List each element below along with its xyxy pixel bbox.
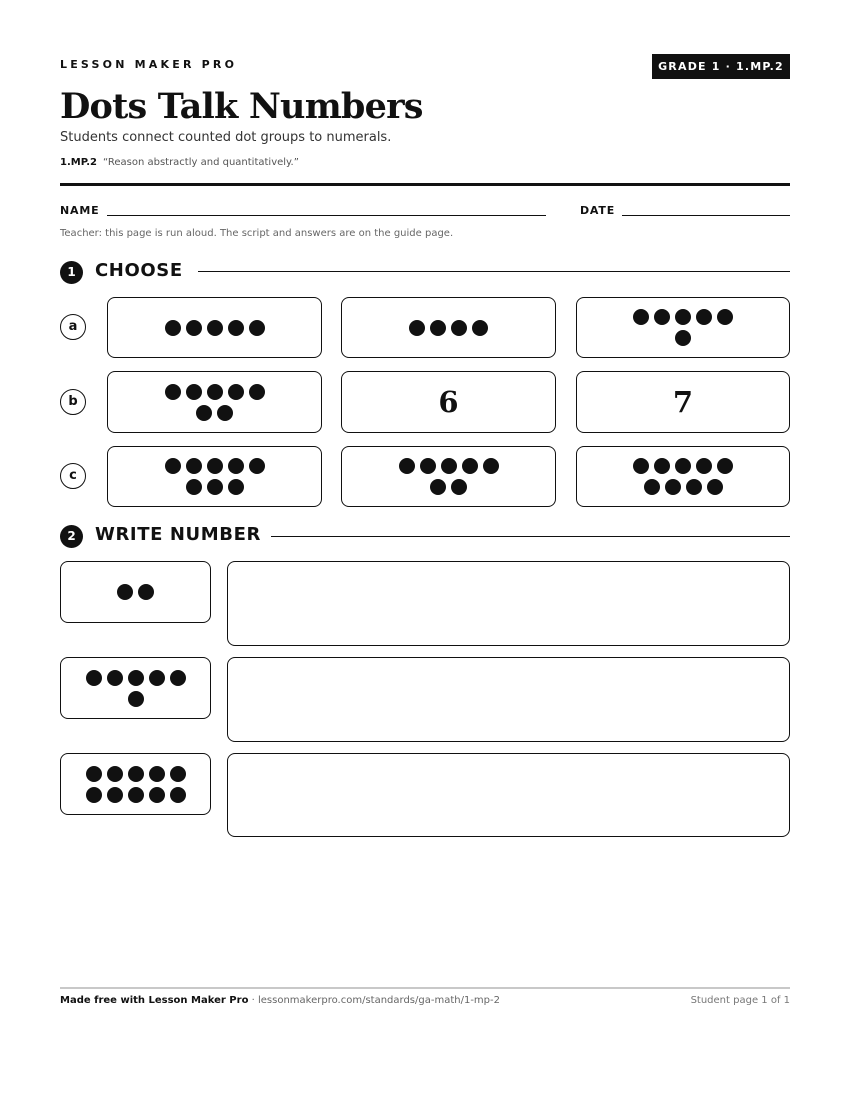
dot bbox=[686, 479, 702, 495]
dot bbox=[399, 458, 415, 474]
footer-separator: · bbox=[248, 995, 258, 1006]
answer-box-2[interactable] bbox=[227, 657, 790, 742]
dot bbox=[451, 479, 467, 495]
dot bbox=[228, 320, 244, 336]
dot bbox=[186, 479, 202, 495]
dot bbox=[633, 458, 649, 474]
dot bbox=[483, 458, 499, 474]
dot bbox=[654, 458, 670, 474]
standard-quote: “Reason abstractly and quantitatively.” bbox=[102, 157, 299, 168]
dot bbox=[86, 787, 102, 803]
dot bbox=[249, 320, 265, 336]
dot bbox=[441, 458, 457, 474]
dot bbox=[644, 479, 660, 495]
dot bbox=[217, 405, 233, 421]
dot-row bbox=[86, 670, 186, 686]
dot bbox=[149, 787, 165, 803]
page-title: Dots Talk Numbers bbox=[60, 86, 423, 127]
dot bbox=[675, 330, 691, 346]
dot bbox=[462, 458, 478, 474]
dot-row bbox=[633, 309, 733, 325]
section-1-rule bbox=[198, 271, 790, 272]
dot bbox=[451, 320, 467, 336]
dot-row bbox=[165, 384, 265, 400]
standard-line bbox=[60, 157, 299, 168]
numeral-text: 7 bbox=[672, 385, 694, 419]
choice-card-b1[interactable] bbox=[107, 371, 322, 433]
dot-prompt-3 bbox=[60, 753, 211, 815]
section-2-title: WRITE NUMBER bbox=[95, 524, 261, 545]
dot bbox=[186, 384, 202, 400]
dot bbox=[117, 584, 133, 600]
dot-row bbox=[165, 458, 265, 474]
dot-row bbox=[633, 458, 733, 474]
answer-box-1[interactable] bbox=[227, 561, 790, 646]
dot bbox=[149, 766, 165, 782]
dot bbox=[186, 320, 202, 336]
choice-card-b2[interactable] bbox=[341, 371, 556, 433]
dot-prompt-2 bbox=[60, 657, 211, 719]
dot bbox=[128, 670, 144, 686]
dot bbox=[128, 766, 144, 782]
dot bbox=[196, 405, 212, 421]
footer-divider bbox=[60, 987, 790, 989]
dot-row bbox=[117, 584, 154, 600]
dot-row bbox=[186, 479, 244, 495]
choice-card-c2[interactable] bbox=[341, 446, 556, 507]
dot bbox=[165, 384, 181, 400]
dot bbox=[228, 479, 244, 495]
dot bbox=[86, 670, 102, 686]
dot bbox=[107, 766, 123, 782]
brand-name: LESSON MAKER PRO bbox=[60, 58, 238, 71]
row-label-a: a bbox=[60, 314, 86, 340]
numeral-text: 6 bbox=[438, 385, 459, 419]
dot bbox=[696, 458, 712, 474]
choice-card-c3[interactable] bbox=[576, 446, 790, 507]
dot-row bbox=[128, 691, 144, 707]
footer-page-number: Student page 1 of 1 bbox=[690, 995, 790, 1006]
dot bbox=[207, 479, 223, 495]
choice-card-a1[interactable] bbox=[107, 297, 322, 358]
dot bbox=[107, 787, 123, 803]
dot bbox=[207, 384, 223, 400]
row-label-c: c bbox=[60, 463, 86, 489]
standard-code: 1.MP.2 bbox=[60, 157, 97, 168]
dot bbox=[675, 309, 691, 325]
dot-row bbox=[86, 766, 186, 782]
page-subtitle: Students connect counted dot groups to numerals. bbox=[60, 130, 392, 145]
name-label: NAME bbox=[60, 204, 100, 217]
dot bbox=[707, 479, 723, 495]
dot bbox=[170, 766, 186, 782]
dot bbox=[228, 458, 244, 474]
dot bbox=[717, 458, 733, 474]
dot bbox=[654, 309, 670, 325]
dot bbox=[165, 320, 181, 336]
dot bbox=[409, 320, 425, 336]
dot bbox=[86, 766, 102, 782]
dot bbox=[128, 691, 144, 707]
dot bbox=[665, 479, 681, 495]
choice-card-b3[interactable] bbox=[576, 371, 790, 433]
grade-badge: GRADE 1 · 1.MP.2 bbox=[652, 54, 790, 79]
dot bbox=[165, 458, 181, 474]
dot bbox=[170, 670, 186, 686]
dot bbox=[675, 458, 691, 474]
section-1-title: CHOOSE bbox=[95, 260, 183, 281]
footer-made-with: Made free with Lesson Maker Pro bbox=[60, 995, 249, 1006]
dot bbox=[107, 670, 123, 686]
dot bbox=[472, 320, 488, 336]
dot-row bbox=[196, 405, 233, 421]
dot bbox=[633, 309, 649, 325]
dot-row bbox=[165, 320, 265, 336]
dot bbox=[207, 320, 223, 336]
dot-row bbox=[409, 320, 488, 336]
dot-row bbox=[399, 458, 499, 474]
name-field[interactable] bbox=[107, 215, 546, 216]
dot bbox=[228, 384, 244, 400]
dot bbox=[696, 309, 712, 325]
dot bbox=[170, 787, 186, 803]
answer-box-3[interactable] bbox=[227, 753, 790, 837]
section-1-number: 1 bbox=[60, 261, 83, 284]
date-field[interactable] bbox=[622, 215, 790, 216]
footer-credit bbox=[60, 995, 500, 1006]
choice-card-a2[interactable] bbox=[341, 297, 556, 358]
date-label: DATE bbox=[580, 204, 616, 217]
header-divider bbox=[60, 183, 790, 186]
dot bbox=[186, 458, 202, 474]
dot bbox=[138, 584, 154, 600]
dot bbox=[149, 670, 165, 686]
dot bbox=[207, 458, 223, 474]
dot-prompt-1 bbox=[60, 561, 211, 623]
row-label-b: b bbox=[60, 389, 86, 415]
teacher-note: Teacher: this page is run aloud. The script and answers are on the guide page. bbox=[60, 228, 454, 239]
dot bbox=[430, 479, 446, 495]
dot bbox=[430, 320, 446, 336]
dot bbox=[249, 384, 265, 400]
choice-card-a3[interactable] bbox=[576, 297, 790, 358]
dot-row bbox=[644, 479, 723, 495]
dot bbox=[420, 458, 436, 474]
dot-row bbox=[430, 479, 467, 495]
section-2-rule bbox=[271, 536, 790, 537]
dot bbox=[717, 309, 733, 325]
dot-row bbox=[86, 787, 186, 803]
dot-row bbox=[675, 330, 691, 346]
footer-url-link[interactable]: lessonmakerpro.com/standards/ga-math/1-mp-2 bbox=[257, 995, 500, 1006]
dot bbox=[249, 458, 265, 474]
dot bbox=[128, 787, 144, 803]
section-2-number: 2 bbox=[60, 525, 83, 548]
choice-card-c1[interactable] bbox=[107, 446, 322, 507]
